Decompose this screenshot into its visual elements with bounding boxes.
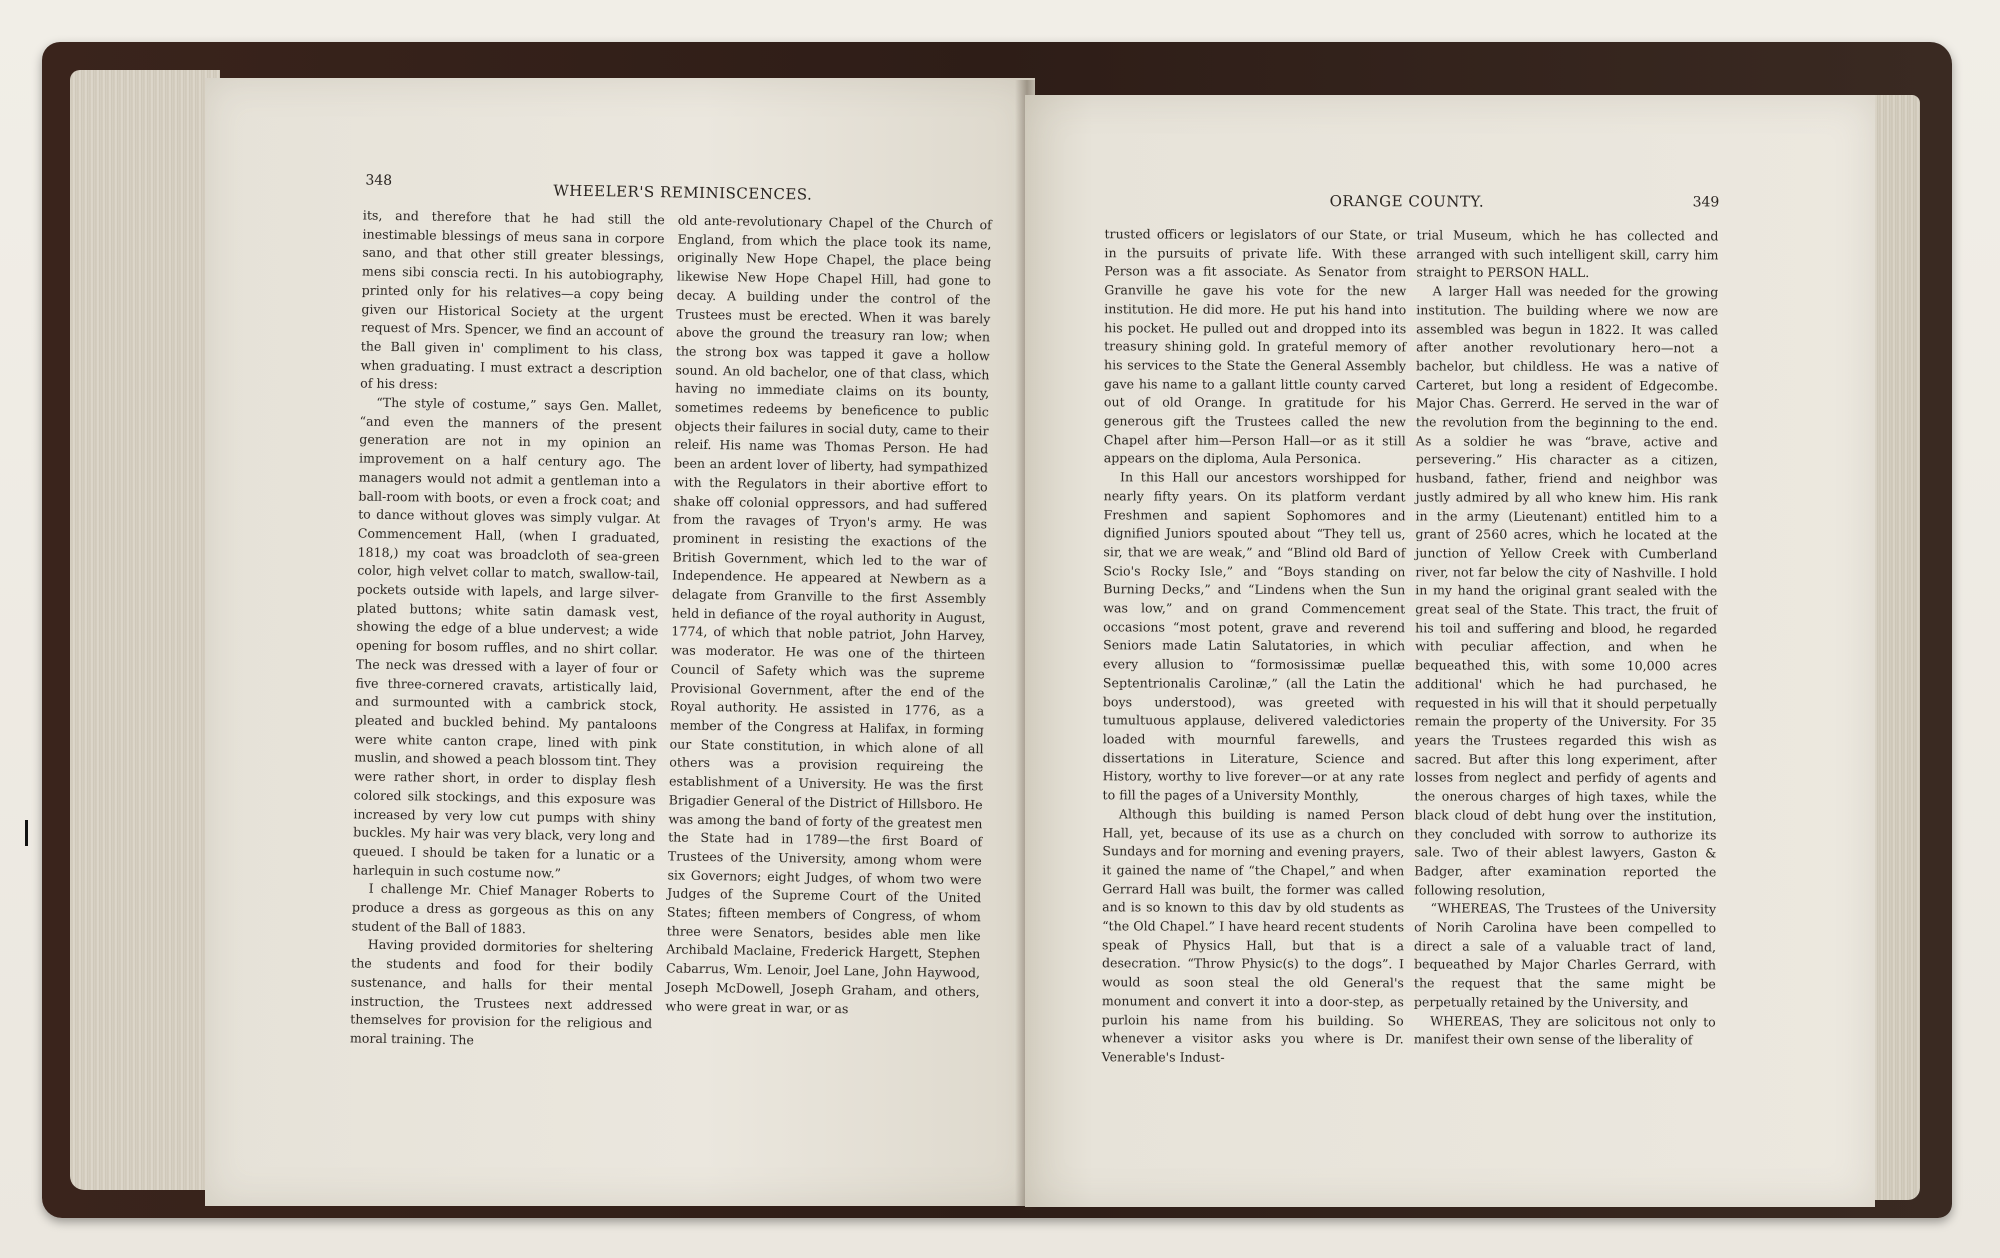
right-page-number: 349: [1692, 194, 1720, 211]
right-page-content: [1021, 95, 1875, 1210]
right-column-2: [1414, 226, 1719, 1050]
paragraph: its, and therefore that he had still the inestimable blessings of meus sana in corpore sano, and that other still greater blessings, mens sibi conscia recti. In his autobiography, printed only for his relatives—a copy being given our Historical Society at the urgent request of Mrs. Spencer, we find an account of the Ball given in' compliment to his class, when graduating. I must extract a description of his dress:: [360, 207, 665, 393]
right-column-1: [1102, 225, 1407, 1068]
left-column-1: [350, 206, 665, 1052]
paragraph: Although this building is named Person Hall, yet, because of its use as a church on Sundays and for morning and evening prayers, it gained the name of “the Chapel,” and when Gerrard Hall was built, the former was called and is so known to this dav by old students as “the Old Chapel.” I have heard recent students speak of Physics Hall, but that is a desecration. “Throw Physic(s) to the dogs”. I would as soon steal the old General's monument and convert it into a door-step, as purloin his name from his building. So whenever a visitor asks you where is Dr. Venerable's Indust-: [1101, 806, 1405, 1065]
paragraph: I challenge Mr. Chief Manager Roberts to produce a dress as gorgeous as this on any student of the Ball of 1883.: [351, 880, 655, 936]
left-column-2: [665, 211, 992, 1020]
left-page: [205, 78, 1035, 1206]
right-page: [1025, 95, 1875, 1207]
paragraph: WHEREAS, They are solicitous not only to manifest their own sense of the liberality of: [1413, 1012, 1716, 1048]
paragraph: trusted officers or legislators of our State, or in the pursuits of private life. With these Person was a fit associate. As Senator from Granville he gave his vote for the new institution. He did more. He put his hand into his pocket. He pulled out and dropped into its treasury shining gold. In grateful memory of his services to the State the General Assembly gave his name to a gallant little county carved out of old Orange. In gratitude for his generous gift the Trustees called the new Chapel after him—Person Hall—or as it still appears on the diploma, Aula Personica.: [1103, 226, 1407, 467]
paragraph: A larger Hall was needed for the growing institution. The building where we now are assembled was begun in 1822. It was called after another revolutionary hero—not a bachelor, but childless. He was a native of Carteret, but long a resident of Edgecombe. Major Chas. Gerrerd. He served in the war of the revolution from the beginning to the end. As a soldier he was “brave, active and persevering.” His character as a citizen, husband, father, friend and neighbor was justly admired by all who knew him. His rank in the army (Lieutenant) entitled him to a grant of 2560 acres, which he located at the junction of Yellow Creek with Cumberland river, not far below the city of Nashville. I hold in my hand the original grant sealed with the great seal of the State. This tract, the fruit of his toil and suffering and blood, he regarded with peculiar affection, and when he bequeathed this, with some 10,000 acres additional' which he had purchased, he requested in his will that it should perpetually remain the property of the University. For 35 years the Trustees regarded this wish as sacred. But after this long experiment, after losses from neglect and perfidy of agents and the onerous charges of high taxes, while the black cloud of debt hung over the institution, they concluded with sorrow to authorize its sale. Two of their ablest lawyers, Gaston & Badger, after examination reported the following resolution,: [1414, 283, 1719, 898]
left-page-number: 348: [365, 172, 393, 189]
paragraph: Having provided dormitories for sheltering the students and food for their bodily sustenance, and halls for their mental instruction, the Trustees next addressed themselves for provision for the religious and moral training. The: [349, 937, 654, 1048]
paragraph: trial Museum, which he has collected and arranged with such intelligent skill, carry him straight to PERSON HALL.: [1416, 227, 1719, 281]
paragraph: “The style of costume,” says Gen. Mallet, “and even the manners of the present generation are not in my opinion an improvement on a half century ago. The managers would not admit a gentleman into a ball-room with boots, or even a frock coat; and to dance without gloves was simply vulgar. At Commencement Hall, (when I graduated, 1818,) my coat was broadcloth of sea-green color, high velvet collar to match, swallow-tail, pockets outside with lapels, and large silver-plated buttons; white satin damask vest, showing the edge of a blue undervest; a wide opening for bosom ruffles, and no shirt collar. The neck was dressed with a layer of four or five three-cornered cravats, artistically laid, and surmounted with a cambrick stock, pleated and buckled behind. My pantaloons were white canton crape, lined with pink muslin, and showed a peach blossom tint. They were rather short, in order to display flesh colored silk stockings, and this exposure was increased by very low cut pumps with shiny buckles. My hair was very black, very long and queued. I should be taken for a lunatic or a harlequin in such costume now.”: [352, 394, 663, 881]
left-page-content: [187, 78, 1035, 1219]
paragraph: “WHEREAS, The Trustees of the University of Norih Carolina have been compelled to direct a sale of a valuable tract of land, bequeathed by Major Charles Gerrard, with the request that the same might be perpetually retained by the University, and: [1413, 900, 1717, 1011]
right-running-head: ORANGE COUNTY.: [1329, 192, 1485, 211]
margin-mark: [25, 820, 28, 846]
left-running-head: WHEELER'S REMINISCENCES.: [553, 181, 813, 204]
paragraph: old ante-revolutionary Chapel of the Church of England, from which the place took its name, originally New Hope Chapel, the place being likewise New Hope Chapel Hill, had gone to decay. A building under the control of the Trustees must be erected. When it was barely above the ground the treasury ran low; when the strong box was tapped it gave a hollow sound. An old bachelor, one of that class, which having no immediate claims on its bounty, sometimes redeems by beneficence to public objects their failures in social duty, came to their releif. His name was Thomas Person. He had been an ardent lover of liberty, had sympathized with the Regulators in their abortive effort to shake off colonial oppressors, and had suffered from the ravages of Tryon's army. He was prominent in resisting the exactions of the British Government, which led to the war of Independence. He appeared at Newbern as a delagate from Granville to the first Assembly held in defiance of the royal authority in August, 1774, of which that noble patriot, John Harvey, was moderator. He was one of the thirteen Council of Safety which was the supreme Provisional Government, after the end of the Royal authority. He assisted in 1776, as a member of the Congress at Halifax, in forming our State constitution, in which alone of all others was a provision requireing the establishment of a University. He was the first Brigadier General of the District of Hillsboro. He was among the band of forty of the greatest men the State had in 1789—the first Board of Trustees of the University, among whom were six Governors; eight Judges, of whom two were Judges of the Supreme Court of the United States; fifteen members of Congress, of whom three were Senators, besides able men like Archibald Maclaine, Frederick Hargett, Stephen Cabarrus, Wm. Lenoir, Joel Lane, John Haywood, Joseph McDowell, Joseph Graham, and others, who were great in war, or as: [665, 212, 992, 1016]
paragraph: In this Hall our ancestors worshipped for nearly fifty years. On its platform verdant Freshmen and sapient Sophomores and dignified Juniors spouted about “They tell us, sir, that we are weak,” and “Blind old Bard of Scio's Rocky Isle,” and “Boys standing on Burning Decks,” and “Lindens when the Sun was low,” and on grand Commencement occasions “most potent, grave and reverend Seniors made Latin Salutatories, in which every allusion to “formosissimæ puellæ Septentrionalis Carolinæ,” (all the Latin the boys understood), was greeted with tumultuous applause, delivered valedictories loaded with mournful farewells, and dissertations in Literature, Science and History, worthy to live forever—or at any rate to fill the pages of a University Monthly,: [1102, 469, 1406, 804]
